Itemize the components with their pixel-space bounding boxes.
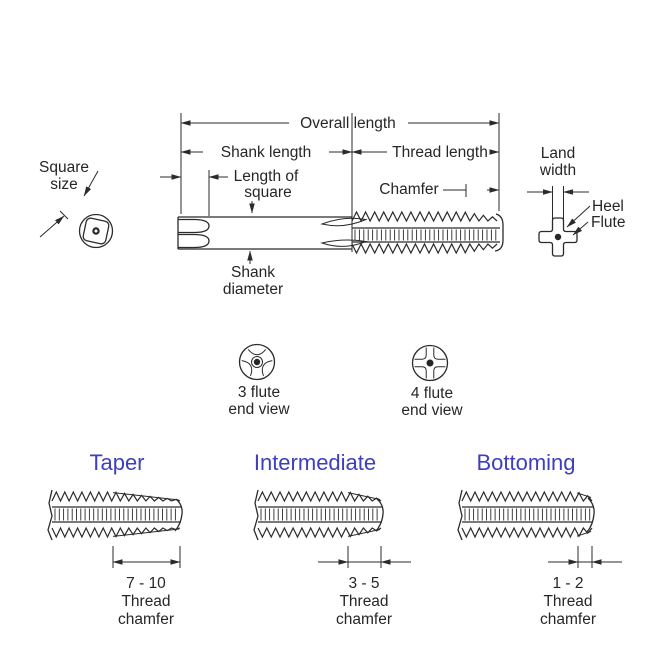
thread-end-cap bbox=[175, 499, 182, 531]
three-flute-label-line2: end view bbox=[228, 401, 290, 418]
extension-lines bbox=[181, 113, 499, 252]
break-edge bbox=[458, 490, 462, 540]
thread-end-cap bbox=[587, 498, 594, 532]
length-dimensions bbox=[181, 115, 499, 161]
intermediate-chamfer-range: 3 - 5 bbox=[348, 575, 380, 592]
center-dot-icon bbox=[555, 234, 561, 240]
length-of-square-label-line1: Length of bbox=[233, 168, 299, 185]
shank-diameter-callout bbox=[223, 251, 283, 298]
four-flute-label-line1: 4 flute bbox=[410, 385, 454, 402]
center-dot-icon bbox=[427, 360, 434, 367]
intermediate-tap bbox=[254, 450, 411, 628]
square-end-view bbox=[39, 159, 112, 248]
intermediate-title: Intermediate bbox=[253, 450, 377, 475]
square-flat-top bbox=[178, 220, 209, 233]
flute-leadin-bottom bbox=[322, 240, 366, 246]
shank-length-label: Shank length bbox=[220, 144, 312, 161]
taper-chamfer-range: 7 - 10 bbox=[126, 575, 166, 592]
shank-diameter-label-line1: Shank bbox=[231, 264, 275, 281]
center-hole-icon bbox=[93, 228, 98, 233]
heel-label: Heel bbox=[592, 198, 624, 215]
chamfer-label: Chamfer bbox=[379, 181, 439, 198]
land-width-label-line1: Land bbox=[540, 145, 576, 162]
break-edge bbox=[254, 490, 258, 540]
bottoming-chamfer-label-line1: Thread bbox=[543, 593, 593, 610]
thread-hatching bbox=[355, 230, 496, 241]
bottoming-chamfer-label-line2: chamfer bbox=[540, 611, 596, 628]
square-flat-bottom bbox=[178, 235, 209, 248]
taper-title: Taper bbox=[89, 450, 145, 475]
land-width-detail bbox=[527, 145, 625, 256]
thread-crest-bottom bbox=[352, 244, 497, 253]
bottoming-chamfer-range: 1 - 2 bbox=[552, 575, 584, 592]
thread-crest-top bbox=[352, 212, 497, 221]
break-edge bbox=[48, 490, 52, 540]
flute-leadin-top bbox=[322, 218, 366, 226]
four-flute-end-view bbox=[401, 346, 463, 420]
taper-tap bbox=[48, 450, 182, 628]
square-size-label-line2: size bbox=[50, 176, 78, 193]
flute-label: Flute bbox=[591, 214, 626, 231]
tap-side-view bbox=[178, 212, 503, 253]
overall-length-label: Overall length bbox=[300, 115, 396, 132]
three-flute-end-view bbox=[228, 345, 290, 419]
intermediate-chamfer-label-line2: chamfer bbox=[336, 611, 392, 628]
bottoming-tap bbox=[458, 450, 622, 628]
four-flute-label-line2: end view bbox=[401, 402, 463, 419]
bottoming-title: Bottoming bbox=[476, 450, 576, 475]
thread-length-label: Thread length bbox=[392, 144, 488, 161]
taper-chamfer-label-line1: Thread bbox=[121, 593, 171, 610]
square-drive-outline bbox=[82, 217, 109, 244]
square-size-label-line1: Square bbox=[39, 159, 89, 176]
taper-chamfer-label-line2: chamfer bbox=[118, 611, 174, 628]
intermediate-chamfer-label-line1: Thread bbox=[339, 593, 389, 610]
chamfer-dimension bbox=[379, 181, 499, 198]
three-flute-label-line1: 3 flute bbox=[237, 384, 281, 401]
land-width-label-line2: width bbox=[539, 162, 577, 179]
length-of-square-label-line2: square bbox=[244, 184, 292, 201]
shank-diameter-label-line2: diameter bbox=[222, 281, 284, 298]
center-dot-icon bbox=[254, 359, 260, 365]
